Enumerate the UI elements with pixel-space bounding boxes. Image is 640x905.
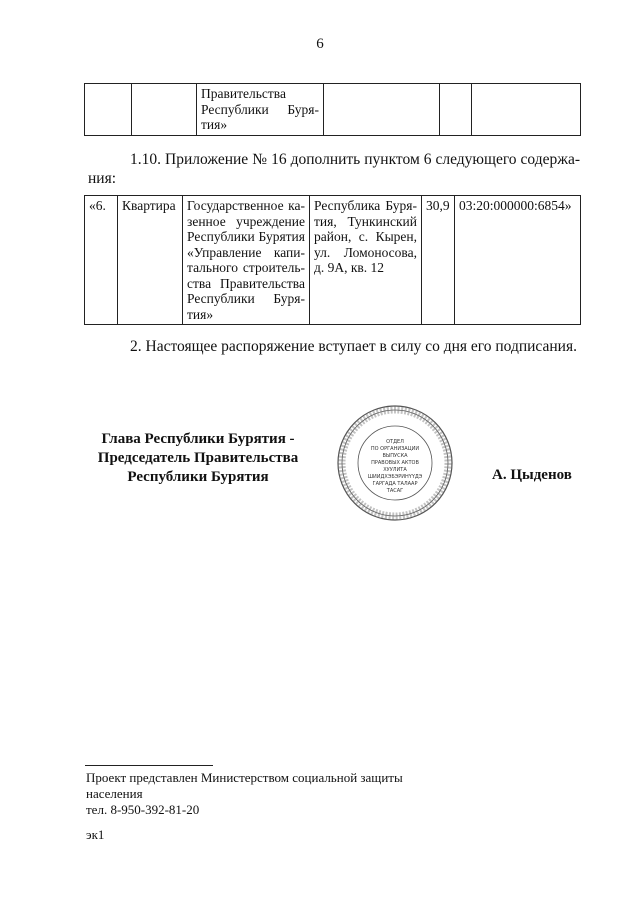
- cell-holder-text: Государственное ка-зенное учреждение Республики Бурятия «Управление капи-тального строитель-ства Правительства Республики Буря-тия»: [187, 198, 305, 322]
- signatory-title: [78, 430, 318, 487]
- signatory-title-line: Глава Республики Бурятия -: [101, 431, 295, 447]
- cell-address-text: Республика Буря-тия, Тункинский район, с. Кырен, ул. Ломоносова, д. 9А, кв. 12: [314, 198, 417, 275]
- signatory-title-line: Республики Бурятия: [127, 469, 269, 485]
- footer-note: [86, 770, 446, 818]
- page-number: 6: [316, 36, 324, 52]
- seal-text: ВЫПУСКА: [382, 453, 408, 459]
- seal-text: ХУУЛИТА: [383, 467, 407, 473]
- seal-text: ГАРГАДА ТАЛААР: [372, 481, 418, 487]
- footnote-divider: [85, 765, 213, 766]
- table-cell: [132, 84, 197, 136]
- seal-text: ШИИДХЭБЭРИНҮҮДЭ: [367, 474, 423, 480]
- official-seal: [335, 403, 455, 523]
- document-code: эк1: [86, 827, 105, 842]
- table-cell: [440, 84, 472, 136]
- footer-line: населения: [86, 786, 143, 801]
- paragraph-1-10: [88, 150, 580, 188]
- footer-line: тел. 8-950-392-81-20: [86, 802, 200, 817]
- table-continuation: [84, 83, 581, 136]
- cell-holder: [183, 196, 310, 325]
- signatory-name: А. Цыденов: [492, 467, 572, 483]
- signatory-title-line: Председатель Правительства: [97, 450, 299, 466]
- seal-text: ПРАВОВЫХ АКТОВ: [371, 460, 419, 466]
- footer-line: Проект представлен Министерством социальной защиты: [86, 770, 403, 785]
- table-cell: [324, 84, 440, 136]
- cell-num: «6.: [85, 196, 118, 325]
- cell-area: 30,9: [422, 196, 455, 325]
- cell-cadastral: 03:20:000000:6854»: [455, 196, 581, 325]
- table-cell: [197, 84, 324, 136]
- cell-type: Квартира: [118, 196, 183, 325]
- table-main: [84, 195, 581, 325]
- paragraph-2: 2. Настоящее распоряжение вступает в силу со дня его подписания.: [130, 338, 577, 355]
- seal-text: ПО ОРГАНИЗАЦИИ: [370, 446, 420, 452]
- table-cell-text: Правительства Республики Буря-тия»: [201, 86, 319, 132]
- table-cell: [472, 84, 581, 136]
- seal-text: ТАСАГ: [386, 488, 404, 494]
- table-cell: [85, 84, 132, 136]
- paragraph-1-10-text: 1.10. Приложение № 16 дополнить пунктом 6 следующего содержа-ния:: [88, 151, 580, 187]
- seal-text: ОТДЕЛ: [386, 439, 404, 445]
- cell-address: [310, 196, 422, 325]
